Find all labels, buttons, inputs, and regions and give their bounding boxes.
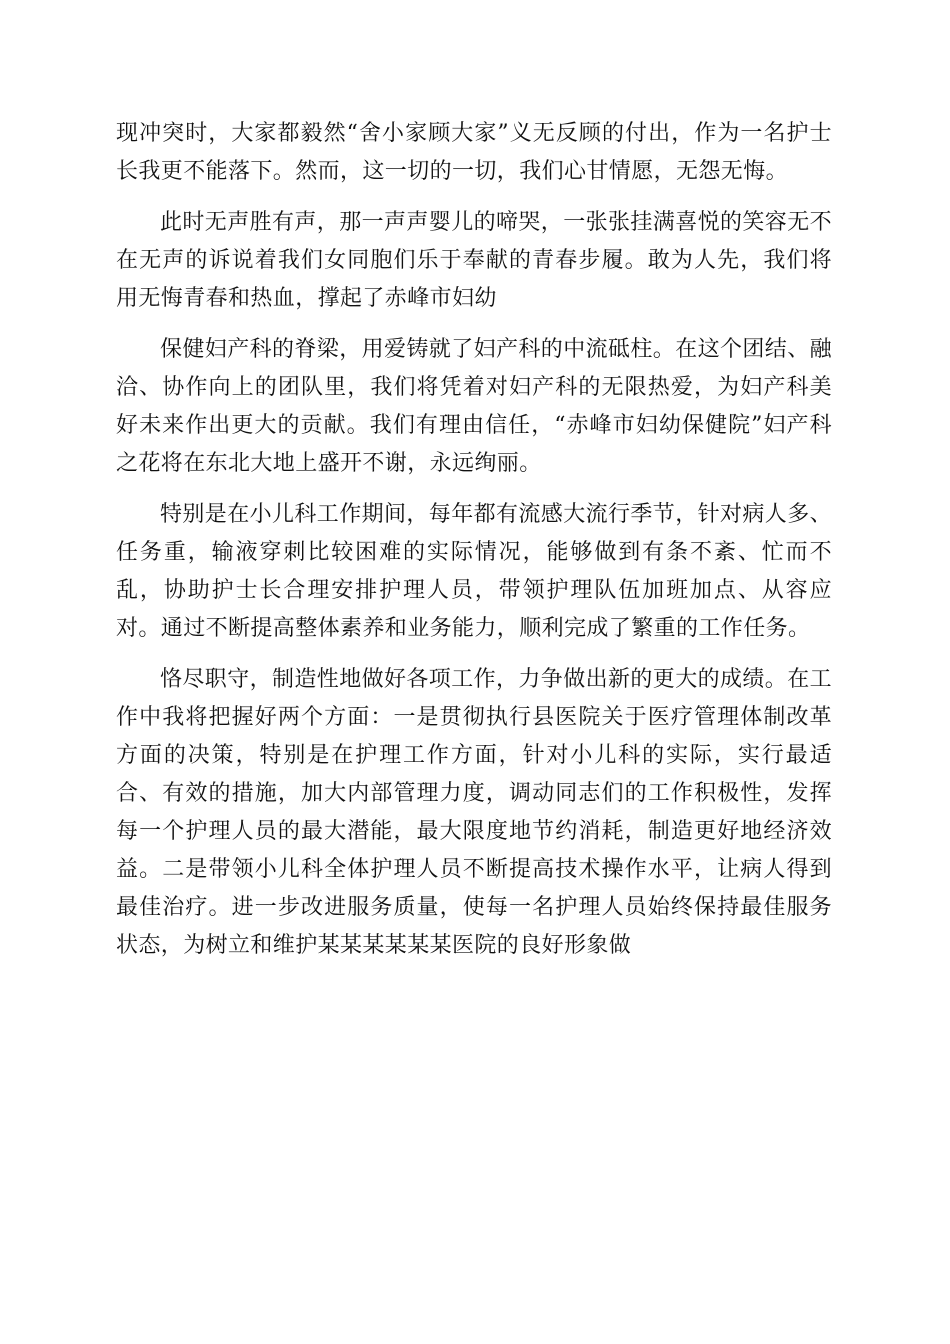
paragraph-5: 恪尽职守，制造性地做好各项工作，力争做出新的更大的成绩。在工作中我将把握好两个方面：一是贯彻执行县医院关于医疗管理体制改革方面的决策，特别是在护理工作方面，针对小儿科的实际，实行最适合、有效的措施，加大内部管理力度，调动同志们的工作积极性，发挥每一个护理人员的最大潜能，最大限度地节约消耗，制造更好地经济效益。二是带领小儿科全体护理人员不断提高技术操作水平，让病人得到最佳治疗。进一步改进服务质量，使每一名护理人员始终保持最佳服务状态，为树立和维护某某某某某某医院的良好形象做 — [116, 667, 833, 958]
paragraph-4: 特别是在小儿科工作期间，每年都有流感大流行季节，针对病人多、任务重，输液穿刺比较困难的实际情况，能够做到有条不紊、忙而不乱，协助护士长合理安排护理人员，带领护理队伍加班加点、从容应对。通过不断提高整体素养和业务能力，顺利完成了繁重的工作任务。 — [116, 502, 833, 641]
paragraph-2: 此时无声胜有声，那一声声婴儿的啼哭，一张张挂满喜悦的笑容无不在无声的诉说着我们女同胞们乐于奉献的青春步履。敢为人先，我们将用无悔青春和热血，撑起了赤峰市妇幼 — [116, 210, 833, 311]
document-body — [116, 115, 832, 978]
paragraph-1: 现冲突时，大家都毅然“舍小家顾大家”义无反顾的付出，作为一名护士长我更不能落下。然而，这一切的一切，我们心甘情愿，无怨无悔。 — [116, 121, 832, 184]
paragraph-3: 保健妇产科的脊梁，用爱铸就了妇产科的中流砥柱。在这个团结、融洽、协作向上的团队里，我们将凭着对妇产科的无限热爱，为妇产科美好未来作出更大的贡献。我们有理由信任，“赤峰市妇幼保健院”妇产科之花将在东北大地上盛开不谢，永远绚丽。 — [116, 337, 833, 476]
